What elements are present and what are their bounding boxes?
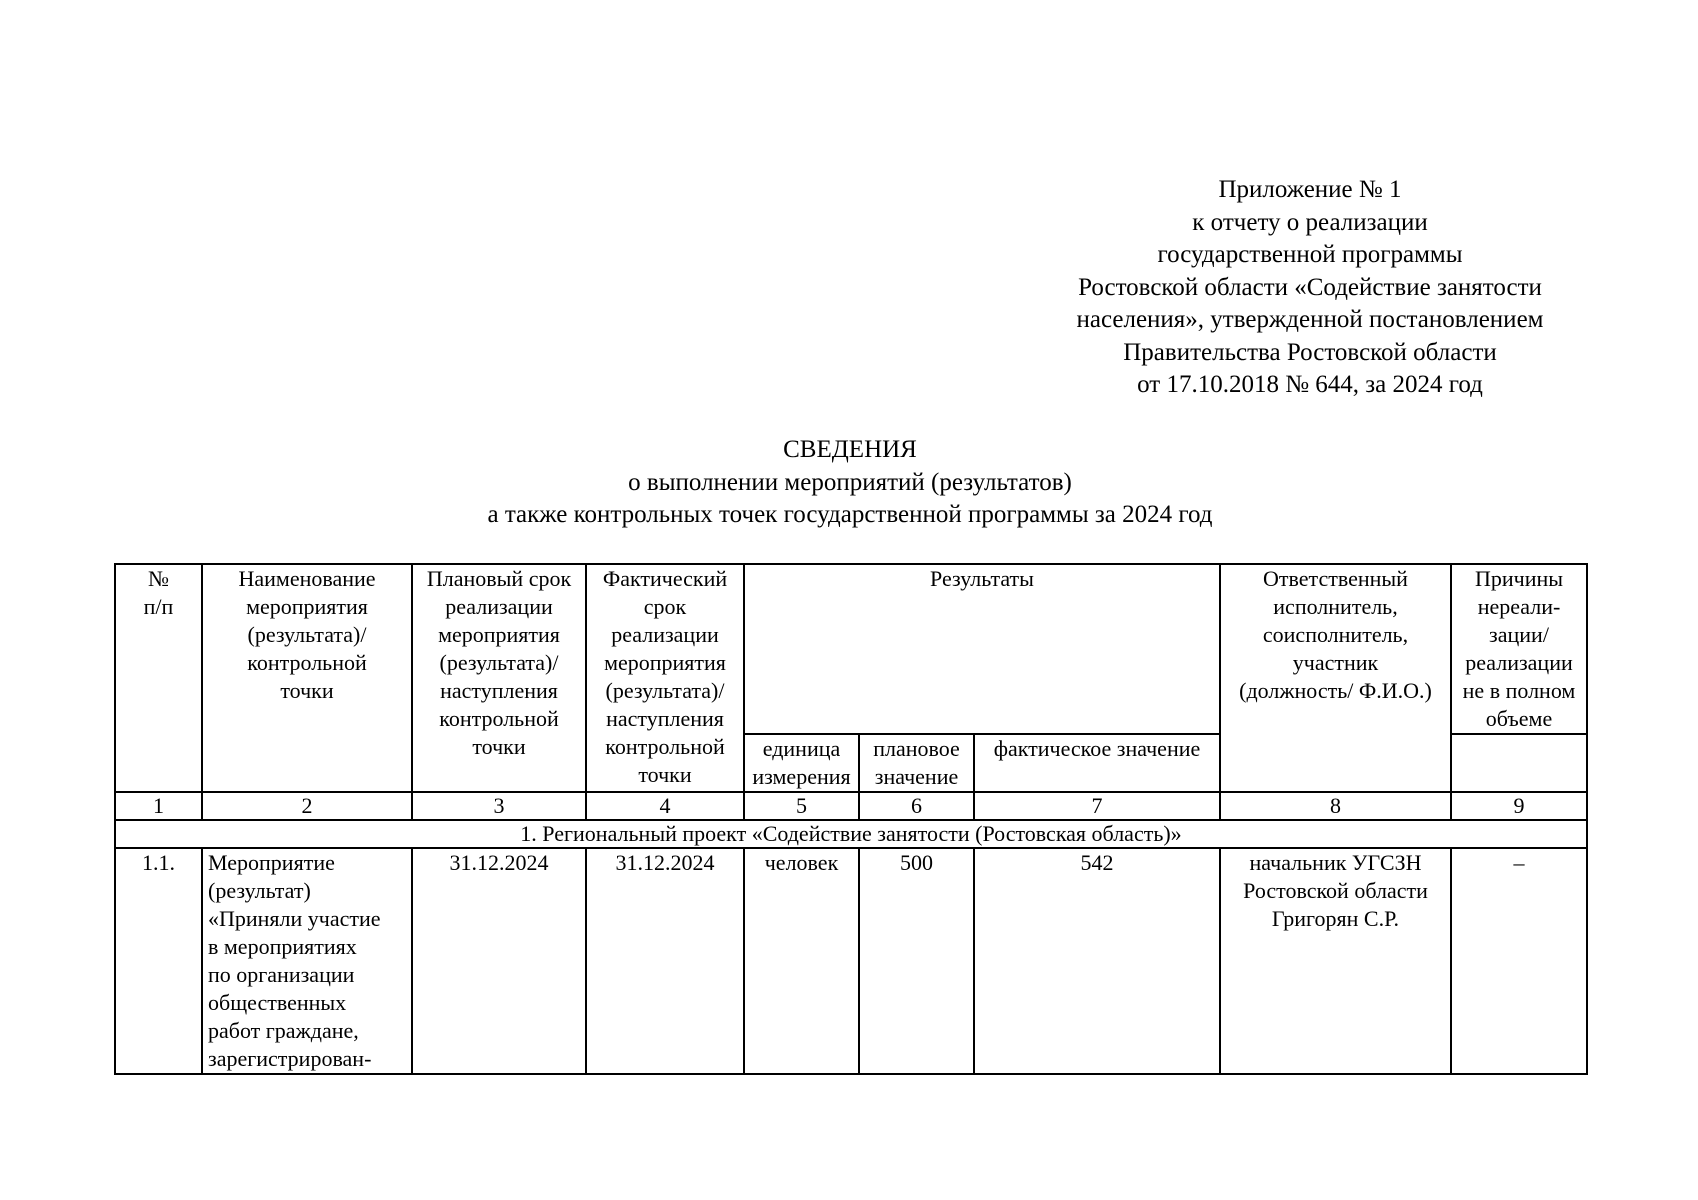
- header-fact-term: Фактический срок реализации мероприятия (результата)/ наступления контрольной точки: [586, 564, 744, 792]
- row-plan-term: 31.12.2024: [412, 848, 586, 1074]
- header-reasons-empty: [1451, 734, 1587, 792]
- annex-block: [1040, 174, 1580, 402]
- row-plan-value: 500: [859, 848, 974, 1074]
- header-row: [115, 564, 1587, 734]
- header-plan-term: Плановый срок реализации мероприятия (результата)/ наступления контрольной точки: [412, 564, 586, 792]
- row-fact-term: 31.12.2024: [586, 848, 744, 1074]
- title-subline: о выполнении мероприятий (результатов): [628, 468, 1072, 496]
- annex-line: Ростовской области «Содействие занятости: [1078, 273, 1542, 301]
- column-number: 8: [1220, 792, 1451, 820]
- annex-line: от 17.10.2018 № 644, за 2024 год: [1137, 371, 1483, 398]
- annex-line: к отчету о реализации: [1192, 208, 1428, 236]
- column-number: 4: [586, 792, 744, 820]
- column-number: 2: [202, 792, 412, 820]
- title-subline: а также контрольных точек государственной программы за 2024 год: [487, 501, 1213, 528]
- annex-line: Приложение № 1: [1218, 176, 1402, 203]
- row-name: Мероприятие (результат) «Приняли участие в мероприятиях по организации общественных работ граждане, зарегистрирован-: [202, 848, 412, 1074]
- header-num: № п/п: [115, 564, 202, 792]
- header-reasons: Причины нереали- зации/ реализации не в полном объеме: [1451, 564, 1587, 734]
- row-responsible: начальник УГСЗН Ростовской области Григорян С.Р.: [1220, 848, 1451, 1074]
- header-name: Наименование мероприятия (результата)/ контрольной точки: [202, 564, 412, 792]
- annex-line: Правительства Ростовской области: [1123, 338, 1497, 366]
- table-row: [115, 848, 1587, 1074]
- section-row: [115, 820, 1587, 848]
- annex-line: государственной программы: [1157, 241, 1463, 268]
- row-fact-value: 542: [974, 848, 1220, 1074]
- document-title: [114, 434, 1586, 532]
- column-number-row: [115, 792, 1587, 820]
- row-unit: человек: [744, 848, 859, 1074]
- header-fact-value: фактическое значение: [974, 734, 1220, 792]
- header-plan-value: плановое значение: [859, 734, 974, 792]
- column-number: 6: [859, 792, 974, 820]
- column-number: 5: [744, 792, 859, 820]
- column-number: 3: [412, 792, 586, 820]
- column-number: 1: [115, 792, 202, 820]
- header-unit: единица измерения: [744, 734, 859, 792]
- header-responsible: Ответственный исполнитель, соисполнитель, участник (должность/ Ф.И.О.): [1220, 564, 1451, 792]
- report-table: [114, 563, 1588, 1075]
- column-number: 7: [974, 792, 1220, 820]
- section-title: 1. Региональный проект «Содействие занятости (Ростовская область)»: [115, 820, 1587, 848]
- annex-line: населения», утвержденной постановлением: [1076, 306, 1544, 333]
- header-results: Результаты: [744, 564, 1220, 734]
- row-num: 1.1.: [115, 848, 202, 1074]
- row-reasons: –: [1451, 848, 1587, 1074]
- title-heading: СВЕДЕНИЯ: [783, 436, 917, 463]
- column-number: 9: [1451, 792, 1587, 820]
